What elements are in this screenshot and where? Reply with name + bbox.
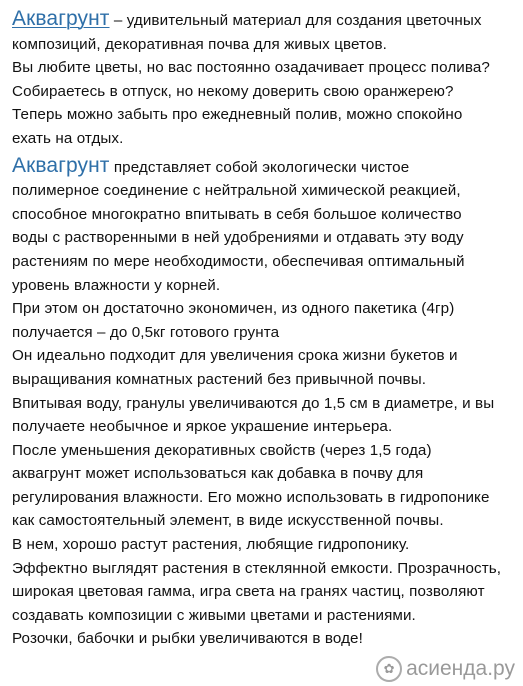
- text-line: способное многократно впитывать в себя большое количество: [12, 205, 462, 223]
- text-line: получаете необычное и яркое украшение интерьера.: [12, 418, 393, 436]
- text-line: создавать композиции с живыми цветами и растениями.: [12, 606, 416, 624]
- text-line: как самостоятельный элемент, в виде искусственной почвы.: [12, 512, 444, 530]
- watermark-text: асиенда.ру: [406, 657, 515, 680]
- text-line: Эффектно выглядят растения в стеклянной емкости. Прозрачность,: [12, 559, 502, 577]
- text-line: аквагрунт может использоваться как добавка в почву для: [12, 465, 424, 483]
- text-line: В нем, хорошо растут растения, любящие гидропонику.: [12, 536, 410, 554]
- text-line: – удивительный материал для создания цветочных: [109, 12, 482, 29]
- text-line: После уменьшения декоративных свойств (через 1,5 года): [12, 441, 432, 459]
- text-line: Впитывая воду, гранулы увеличиваются до 1,5 см в диаметре, и вы: [12, 394, 495, 412]
- paragraph-description: [12, 153, 517, 651]
- paragraph-intro: [12, 6, 517, 151]
- text-line: регулирования влажности. Его можно использовать в гидропонике: [12, 488, 490, 506]
- hacienda-logo-icon: ✿: [376, 656, 402, 682]
- text-line: Собираетесь в отпуск, но некому доверить свою оранжерею?: [12, 82, 454, 100]
- text-line: растениям по мере необходимости, обеспечивая оптимальный: [12, 252, 465, 270]
- text-line: ехать на отдых.: [12, 129, 124, 147]
- text-line: Он идеально подходит для увеличения срока жизни букетов и: [12, 347, 458, 365]
- text-line: При этом он достаточно экономичен, из одного пакетика (4гр): [12, 300, 455, 318]
- text-line: широкая цветовая гамма, игра света на гранях частиц, позволяют: [12, 583, 485, 601]
- text-line: композиций, декоративная почва для живых цветов.: [12, 35, 387, 53]
- heading-akvagrunt-2: Аквагрунт: [12, 153, 110, 177]
- text-line: выращивания комнатных растений без привычной почвы.: [12, 370, 427, 388]
- text-line: воды с растворенными в ней удобрениями и отдавать эту воду: [12, 229, 464, 247]
- text-line: уровень влажности у корней.: [12, 276, 221, 294]
- text-line: Розочки, бабочки и рыбки увеличиваются в воде!: [12, 630, 363, 648]
- text-line: Вы любите цветы, но вас постоянно озадачивает процесс полива?: [12, 59, 490, 77]
- text-line: Теперь можно забыть про ежедневный полив, можно спокойно: [12, 106, 463, 124]
- watermark: [376, 656, 515, 682]
- document-body: [12, 6, 517, 651]
- text-line: представляет собой экологически чистое: [109, 158, 410, 176]
- text-line: полимерное соединение с нейтральной химической реакцией,: [12, 182, 461, 200]
- heading-akvagrunt: Аквагрунт: [12, 7, 110, 30]
- text-line: получается – до 0,5кг готового грунта: [12, 323, 280, 341]
